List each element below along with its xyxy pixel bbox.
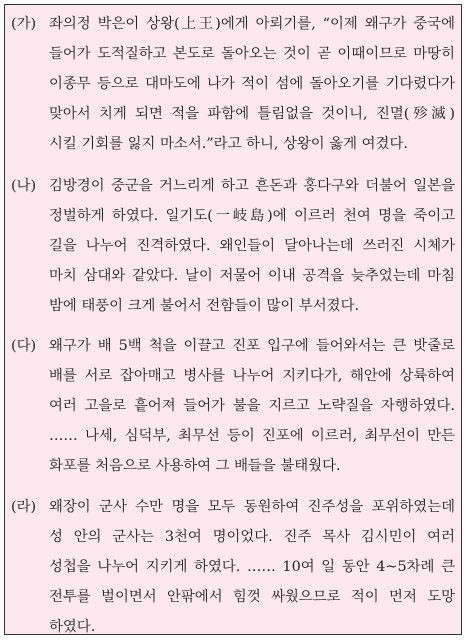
paragraph-label: (나) <box>11 178 37 194</box>
paragraph-line <box>11 69 455 99</box>
paragraph-line <box>11 231 455 261</box>
passage-box <box>4 4 462 635</box>
paragraph-ga <box>11 9 455 159</box>
line-text: 마치 삼대와 같았다. 날이 저물어 이내 공격을 늦추었는데 마침 <box>49 268 455 284</box>
line-text: 들어가 도적질하고 본도로 돌아오는 것이 곧 이때이므로 마땅히 <box>49 46 455 62</box>
paragraph-line <box>11 361 455 391</box>
line-text: …… 나세, 심덕부, 최무선 등이 진포에 이르러, 최무선이 만든 <box>49 428 455 444</box>
paragraph-line <box>11 291 455 321</box>
paragraph-line <box>11 391 455 421</box>
paragraph-label: (다) <box>11 338 37 354</box>
line-text: 시킬 기회를 잃지 마소서.”라고 하니, 상왕이 옳게 여겼다. <box>49 136 408 152</box>
line-text: 이종무 등으로 대마도에 나가 적이 섬에 돌아오기를 기다렸다가 <box>49 76 455 92</box>
line-text: 맞아서 치게 되면 적을 파함에 틀림없을 것이니, 진멸(殄滅) <box>49 106 455 122</box>
line-text: 좌의정 박은이 상왕(上王)에게 아뢰기를, “이제 왜구가 중국에 <box>49 16 455 32</box>
paragraph-line <box>11 331 455 361</box>
line-text: 전투를 벌이면서 안팎에서 힘껏 싸웠으므로 적이 먼저 도망 <box>49 589 455 605</box>
paragraph-ra <box>11 492 455 642</box>
paragraph-na <box>11 171 455 321</box>
paragraph-line <box>11 39 455 69</box>
paragraph-line <box>11 582 455 612</box>
line-text: 여러 고을로 흩어져 들어가 불을 지르고 노략질을 자행하였다. <box>49 398 455 414</box>
line-text: 정벌하게 하였다. 일기도(一岐島)에 이르러 천여 명을 죽이고 <box>49 208 455 224</box>
line-text: 성 안의 군사는 3천여 명이었다. 진주 목사 김시민이 여러 <box>49 529 455 545</box>
paragraph-label: (가) <box>11 16 37 32</box>
paragraph-line <box>11 492 455 522</box>
paragraph-line <box>11 612 455 642</box>
paragraph-line <box>11 99 455 129</box>
line-text: 길을 나누어 진격하였다. 왜인들이 달아나는데 쓰러진 시체가 <box>49 238 455 254</box>
paragraph-line <box>11 451 455 481</box>
paragraph-line <box>11 171 455 201</box>
line-text: 하였다. <box>49 619 96 635</box>
paragraph-label: (라) <box>11 499 37 515</box>
paragraph-da <box>11 331 455 481</box>
line-text: 화포를 처음으로 사용하여 그 배들을 불태웠다. <box>49 458 341 474</box>
paragraph-line <box>11 522 455 552</box>
line-text: 밤에 태풍이 크게 불어서 전함들이 많이 부서졌다. <box>49 298 360 314</box>
paragraph-line <box>11 552 455 582</box>
paragraph-line <box>11 201 455 231</box>
line-text: 왜구가 배 5백 척을 이끌고 진포 입구에 들어와서는 큰 밧줄로 <box>49 338 455 354</box>
paragraph-line <box>11 261 455 291</box>
paragraph-line <box>11 421 455 451</box>
paragraph-line <box>11 129 455 159</box>
line-text: 왜장이 군사 수만 명을 모두 동원하여 진주성을 포위하였는데 <box>49 499 455 515</box>
line-text: 배를 서로 잡아매고 병사를 나누어 지키다가, 해안에 상륙하여 <box>49 368 455 384</box>
line-text: 김방경이 중군을 거느리게 하고 흔돈과 홍다구와 더불어 일본을 <box>49 178 455 194</box>
line-text: 성첩을 나누어 지키게 하였다. …… 10여 일 동안 4~5차례 큰 <box>49 559 455 575</box>
paragraph-line <box>11 9 455 39</box>
